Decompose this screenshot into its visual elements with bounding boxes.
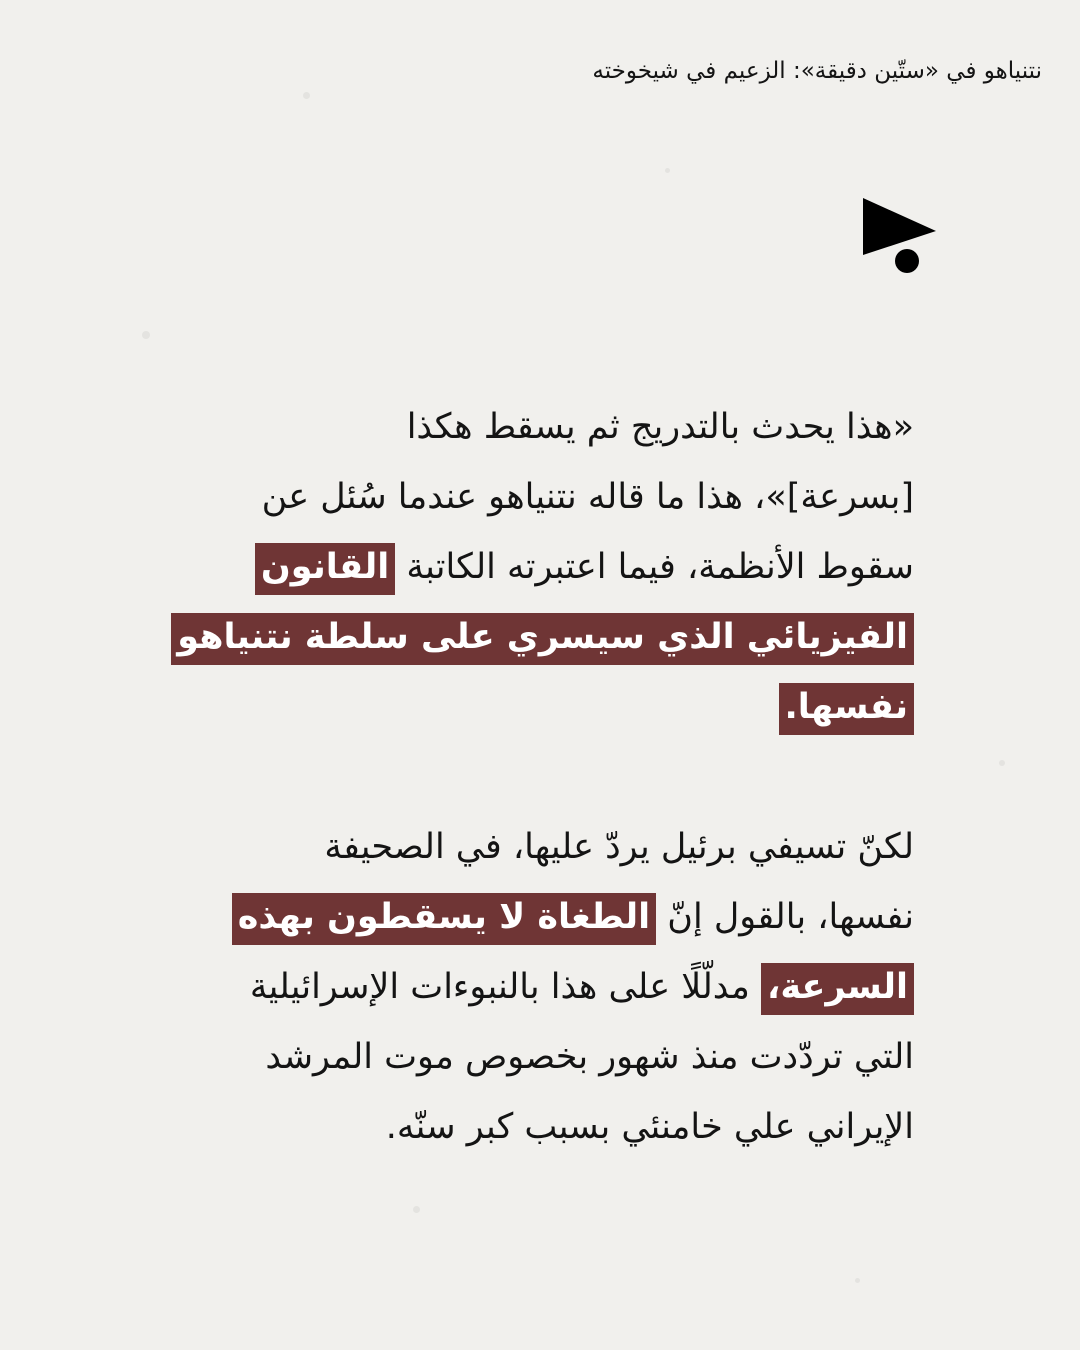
paragraph-1-line-3-plain-text: سقوط الأنظمة، فيما اعتبرته الكاتبة — [395, 547, 914, 587]
paragraph-1-line-1: «هذا يحدث بالتدريج ثم يسقط هكذا — [406, 407, 914, 447]
highlighted-phrase: الطغاة لا يسقطون بهذه — [232, 893, 656, 945]
highlighted-phrase: القانون — [255, 543, 395, 595]
highlighted-phrase: السرعة، — [761, 963, 914, 1015]
paragraph-1-line-4 — [177, 602, 914, 672]
paragraph-1-line-2: [بسرعة]»، هذا ما قاله نتنياهو عندما سُئل عن — [261, 477, 914, 517]
paragraph-2-line-3-plain-text: مدلّلًا على هذا بالنبوءات الإسرائيلية — [249, 967, 762, 1007]
paragraph-2-line-5: الإيراني علي خامنئي بسبب كبر سنّه. — [385, 1107, 914, 1147]
highlighted-phrase: الفيزيائي الذي سيسري على سلطة نتنياهو — [171, 613, 914, 665]
paragraph-1-line-5 — [194, 672, 914, 742]
paragraph-2-line-1: لكنّ تسيفي برئيل يردّ عليها، في الصحيفة — [324, 827, 914, 867]
paragraph-1-line-3 — [194, 532, 914, 602]
article-paragraph-2 — [194, 812, 914, 1162]
paragraph-2-line-2-plain-text: نفسها، بالقول إنّ — [656, 897, 914, 937]
article-paragraph-1 — [177, 392, 914, 742]
paragraph-2-line-2 — [194, 882, 914, 952]
paragraph-2-line-3 — [194, 952, 914, 1022]
paragraph-2-line-4: التي تردّدت منذ شهور بخصوص موت المرشد — [265, 1037, 914, 1077]
play-triangle-dot-logo-icon — [862, 196, 938, 276]
header-title: نتنياهو في «ستّين دقيقة»: الزعيم في شيخوخته — [592, 58, 1042, 85]
highlighted-phrase: نفسها. — [779, 683, 915, 735]
